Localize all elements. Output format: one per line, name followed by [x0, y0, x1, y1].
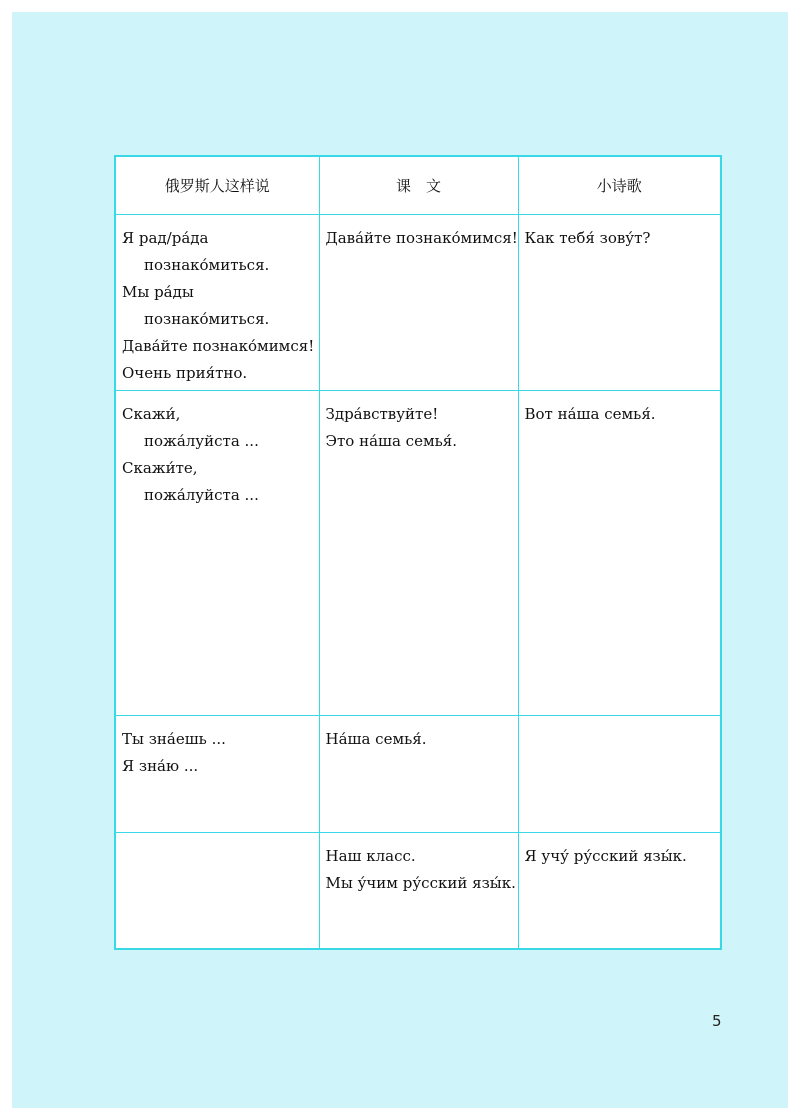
cell-line: Скажи́те, — [122, 458, 198, 477]
table-cell — [115, 715, 319, 832]
table-cell — [115, 214, 319, 390]
cell-col2 — [320, 833, 518, 897]
cell-line: пожа́луйста ... — [144, 485, 259, 504]
table-cell — [319, 214, 518, 390]
cell-line: Дава́йте познако́мимся! — [122, 336, 315, 355]
table-cell — [518, 832, 721, 949]
cell-col3 — [519, 391, 721, 428]
table-row — [115, 715, 721, 832]
table-cell — [319, 832, 518, 949]
cell-col1 — [116, 391, 319, 509]
cell-col1 — [116, 215, 319, 387]
header-russians-say: 俄罗斯人这样说 — [115, 156, 319, 214]
cell-line: Мы ра́ды — [122, 282, 194, 301]
cell-col2 — [320, 391, 518, 455]
table-cell — [518, 390, 721, 715]
page-number: 5 — [712, 1012, 722, 1030]
cell-col2 — [320, 215, 518, 252]
table-cell — [518, 214, 721, 390]
cell-line: Скажи́, — [122, 404, 181, 423]
cell-line: Вот на́ша семья́. — [524, 404, 656, 423]
table-row — [115, 214, 721, 390]
cell-line: Я рад/ра́да — [122, 228, 209, 247]
cell-line: Здра́вствуйте! — [325, 404, 439, 423]
cell-col1 — [116, 833, 319, 843]
table-cell — [115, 832, 319, 949]
cell-line: пожа́луйста ... — [144, 431, 259, 450]
header-lesson-text: 课 文 — [319, 156, 518, 214]
phrase-table — [114, 155, 722, 950]
cell-line: Как тебя́ зову́т? — [524, 228, 651, 247]
cell-line: Мы у́чим ру́сский язы́к. — [325, 873, 516, 892]
cell-line: На́ша семья́. — [325, 729, 427, 748]
cell-col3 — [519, 716, 721, 726]
page — [12, 12, 788, 1108]
cell-line: Я зна́ю ... — [122, 756, 199, 775]
cell-line: познако́миться. — [144, 255, 270, 274]
cell-line: Дава́йте познако́мимся! — [325, 228, 518, 247]
cell-line: познако́миться. — [144, 309, 270, 328]
cell-line: Это на́ша семья́. — [325, 431, 458, 450]
cell-line: Наш класс. — [325, 846, 416, 865]
table-cell — [319, 390, 518, 715]
cell-col3 — [519, 833, 721, 870]
cell-line: Ты зна́ешь ... — [122, 729, 226, 748]
table-header-row — [115, 156, 721, 214]
table-cell — [319, 715, 518, 832]
table-cell — [115, 390, 319, 715]
cell-col3 — [519, 215, 721, 252]
table-cell — [518, 715, 721, 832]
cell-col1 — [116, 716, 319, 780]
header-little-poem: 小诗歌 — [518, 156, 721, 214]
cell-line: Я учу́ ру́сский язы́к. — [524, 846, 687, 865]
table-row — [115, 832, 721, 949]
cell-col2 — [320, 716, 518, 753]
table-row — [115, 390, 721, 715]
cell-line: Очень прия́тно. — [122, 363, 248, 382]
